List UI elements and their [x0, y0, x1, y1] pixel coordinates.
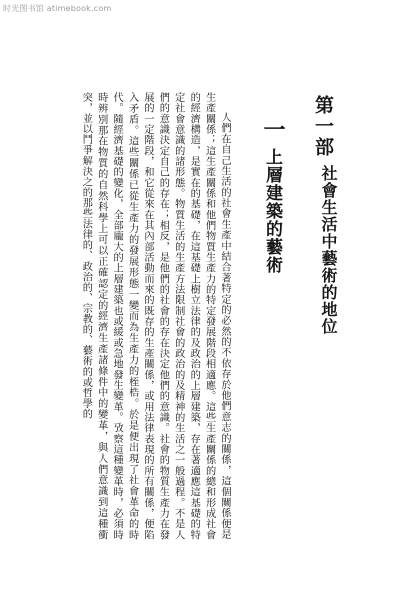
body-text-block [61, 92, 232, 540]
part-title-heading: 社會生活中藝術的地位 [319, 165, 338, 335]
section-title-heading: 上層建築的藝術 [262, 148, 282, 274]
site-watermark: 时光图书馆 atimebook.com [3, 4, 112, 13]
section-number: 一 [260, 118, 286, 140]
part-number-heading: 第一部 [312, 95, 334, 158]
body-paragraph: 人們在自己生活的社會生產中結合著特定的必然的不依存於他們意志的關係，這個關係便是生產關係；這生產關係和他們物質生產力的特定發展階段相適應。這些生產關係的總和形成社會的經濟構造，是實在的基礎，在這基礎上樹立法律的及政治的上層建築，存在著適應這基礎的特定社會意識的諸形態。物質生活的生產方法限制社會的政治的及精神的生活之一般過程。不是人們的意識決定自己的存在；相反，是他們的社會的存在決定他們的意識。社會的物質生產力在發展的一定階段，和它從來在其內部活動而來的既存的生產關係，或用法律表現的所有關係，便陷入矛盾。這些關係已從生產力的發展形態一變而為生產力的桎梏。於是便出現了社會革命的時代。隨經濟基礎的變化，全部龐大的上層建築也或緩或急地發生變革。攷察這種變革時，必須時時辨別那在物質的自然科學上可以正確認定的經濟生產諸條件中的變革，與人們意識到這種衝突，並以鬥爭解決之的那些法律的、政治的、宗教的、藝術的或哲學的 [80, 92, 230, 540]
